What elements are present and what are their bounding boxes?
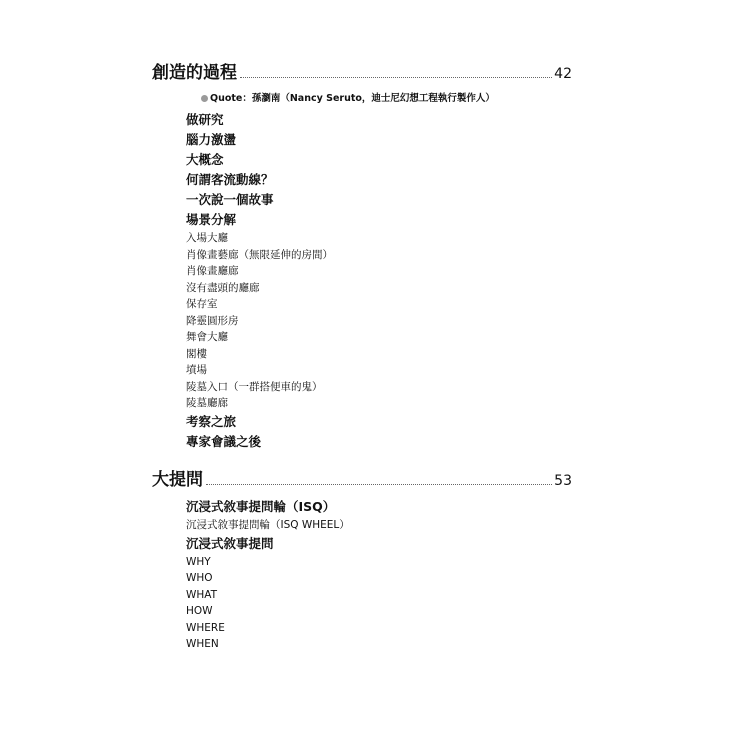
dotted-leader: [206, 484, 552, 485]
chapter-page-number: 53: [554, 473, 572, 489]
chapter-entries: [186, 110, 333, 452]
toc-subsection-item: WHAT: [186, 588, 218, 601]
toc-subsection-item: 陵墓入口（一群搭便車的鬼）: [186, 380, 323, 393]
toc-subsection-item: WHO: [186, 572, 213, 584]
chapter-entries: [186, 497, 350, 653]
toc-subsection-item: WHY: [186, 555, 211, 568]
toc-subsection-item: 降靈圓形房: [186, 314, 239, 327]
toc-subsection-item: WHEN: [186, 638, 219, 650]
toc-section-heading: 沉浸式敘事提問: [186, 535, 274, 551]
toc-section-heading: 腦力激盪: [186, 132, 237, 147]
chapter-title: 創造的過程: [152, 63, 237, 83]
toc-section-heading: 一次說一個故事: [186, 192, 274, 207]
quote-label: Quote：: [210, 93, 252, 104]
chapter-page-number: 42: [554, 66, 572, 82]
toc-section-heading: 沉浸式敘事提問輪（ISQ）: [186, 499, 336, 514]
chapter-heading: [152, 63, 572, 83]
toc-subsection-item: 保存室: [186, 298, 218, 310]
toc-section-heading: 何謂客流動線？: [186, 172, 274, 187]
toc-subsection-item: 舞會大廳: [186, 331, 228, 343]
toc-subsection-item: 墳場: [186, 364, 207, 376]
toc-subsection-item: 沉浸式敘事提問輪（ISQ WHEEL）: [186, 519, 350, 531]
toc-section-heading: 大概念: [186, 152, 224, 167]
toc-section-heading: 場景分解: [186, 212, 237, 227]
chapter-title: 大提問: [152, 470, 203, 490]
dotted-leader: [240, 77, 552, 78]
toc-section-heading: 專家會議之後: [186, 433, 262, 449]
chapter-quote: [201, 93, 495, 105]
quote-text: 孫瀏南（Nancy Seruto，迪士尼幻想工程執行製作人）: [251, 93, 495, 104]
toc-subsection-item: 入場大廳: [186, 232, 228, 244]
bullet-dot-icon: [201, 95, 208, 102]
toc-subsection-item: 沒有盡頭的廳廊: [186, 281, 260, 294]
toc-subsection-item: 陵墓廳廊: [186, 397, 228, 409]
toc-subsection-item: 肖像畫藝廊（無限延伸的房間）: [186, 248, 333, 261]
toc-subsection-item: 閣樓: [186, 347, 207, 360]
toc-section-heading: 做研究: [186, 112, 224, 127]
toc-subsection-item: 肖像畫廳廊: [186, 265, 239, 277]
toc-section-heading: 考察之旅: [186, 413, 237, 429]
toc-subsection-item: HOW: [186, 605, 213, 617]
toc-subsection-item: WHERE: [186, 621, 225, 634]
chapter-heading: [152, 470, 572, 490]
